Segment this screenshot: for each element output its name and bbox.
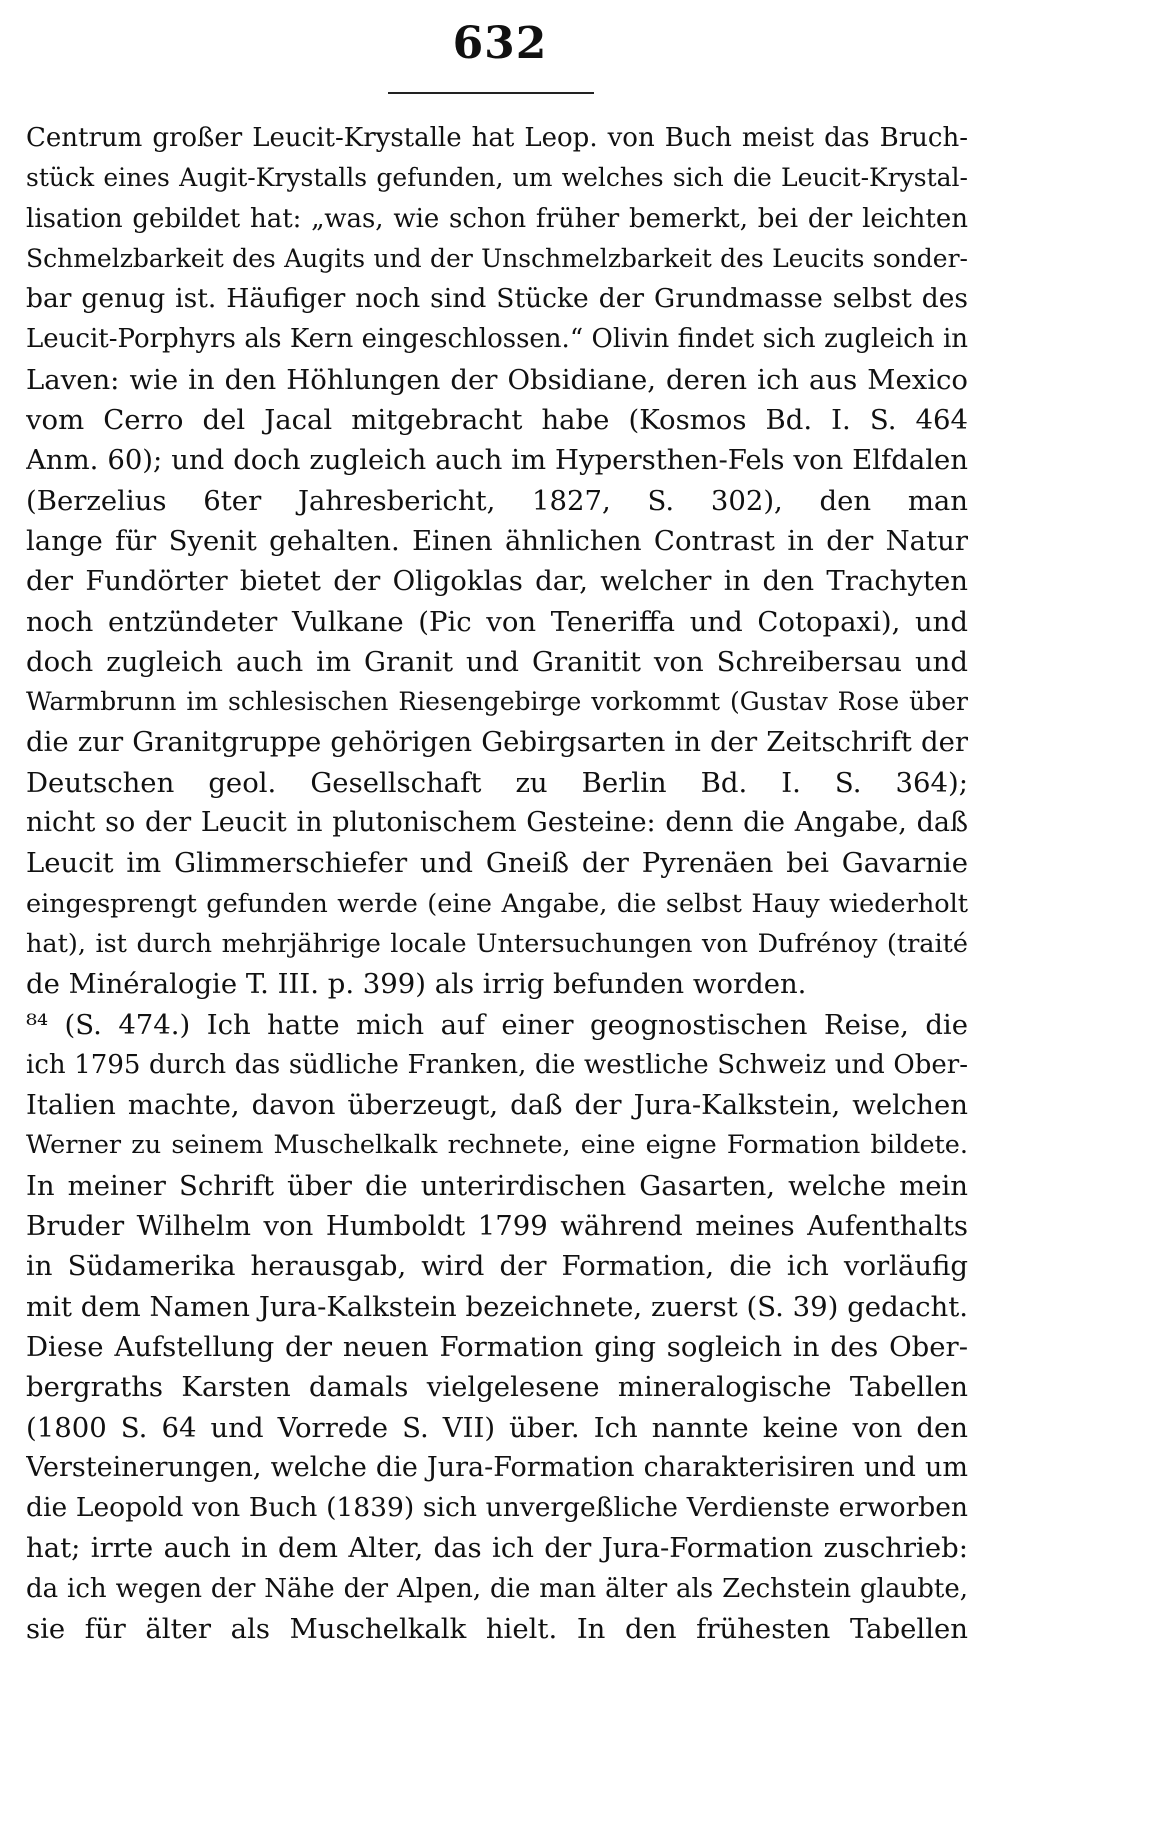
text-line: nicht so der Leucit in plutonischem Gesteine: denn die Angabe, daß [26, 807, 968, 839]
text-line: hat; irrte auch in dem Alter, das ich der Jura-Formation zuschrieb: [26, 1532, 968, 1565]
text-line: Laven: wie in den Höhlungen der Obsidiane, deren ich aus Mexico [26, 363, 968, 396]
text-line: die Leopold von Buch (1839) sich unvergeßliche Verdienste erworben [26, 1492, 968, 1524]
text-line: in Südamerika herausgab, wird der Formation, die ich vorläufig [26, 1250, 968, 1283]
text-line: (1800 S. 64 und Vorrede S. VII) über. Ich nannte keine von den [26, 1411, 968, 1444]
text-line: bergraths Karsten damals vielgelesene mineralogische Tabellen [26, 1371, 968, 1404]
text-line: hat), ist durch mehrjährige locale Untersuchungen von Dufrénoy (traité [26, 928, 968, 959]
footnote-line: ⁸⁴ (S. 474.) Ich hatte mich auf einer geognostischen Reise, die [26, 1008, 968, 1041]
text-line: Versteinerungen, welche die Jura-Formation charakterisiren und um [26, 1451, 968, 1483]
text-line: Diese Aufstellung der neuen Formation ging sogleich in des Ober- [26, 1330, 968, 1363]
text-line: Leucit-Porphyrs als Kern eingeschlossen.“ Olivin findet sich zugleich in [26, 324, 968, 355]
text-line: In meiner Schrift über die unterirdischen Gasarten, welche mein [26, 1169, 968, 1202]
text-line: die zur Granitgruppe gehörigen Gebirgsarten in der Zeitschrift der [26, 726, 968, 759]
text-line: de Minéralogie T. III. p. 399) als irrig befunden worden. [26, 968, 807, 1001]
text-line: Warmbrunn im schlesischen Riesengebirge vorkommt (Gustav Rose über [26, 687, 968, 717]
text-line: (Berzelius 6ter Jahresbericht, 1827, S. 302), den man [26, 484, 968, 517]
text-line: Werner zu seinem Muschelkalk rechnete, eine eigne Formation bildete. [26, 1130, 968, 1161]
text-line: sie für älter als Muschelkalk hielt. In den frühesten Tabellen [26, 1612, 968, 1645]
text-line: Schmelzbarkeit des Augits und der Unschmelzbarkeit des Leucits sonder- [26, 243, 968, 273]
text-line: Centrum großer Leucit-Krystalle hat Leop. von Buch meist das Bruch- [26, 123, 968, 153]
page-number: 632 [452, 18, 548, 69]
text-line: Deutschen geol. Gesellschaft zu Berlin Bd. I. S. 364); [26, 766, 968, 799]
text-line: Italien machte, davon überzeugt, daß der Jura-Kalkstein, welchen [26, 1089, 968, 1122]
text-line: eingesprengt gefunden werde (eine Angabe, die selbst Hauy wiederholt [26, 888, 968, 919]
text-line: doch zugleich auch im Granit und Granitit von Schreibersau und [26, 645, 968, 678]
text-line: lange für Syenit gehalten. Einen ähnlichen Contrast in der Natur [26, 524, 968, 557]
text-line: der Fundörter bietet der Oligoklas dar, welcher in den Trachyten [26, 565, 968, 598]
text-line: lisation gebildet hat: „was, wie schon früher bemerkt, bei der leichten [26, 203, 968, 234]
text-line: da ich wegen der Nähe der Alpen, die man älter als Zechstein glaubte, [26, 1573, 968, 1604]
text-line: Anm. 60); und doch zugleich auch im Hypersthen-Fels von Elfdalen [26, 444, 968, 477]
text-line: mit dem Namen Jura-Kalkstein bezeichnete, zuerst (S. 39) gedacht. [26, 1290, 968, 1323]
text-line: bar genug ist. Häufiger noch sind Stücke der Grundmasse selbst des [26, 283, 968, 315]
header-rule [388, 92, 594, 94]
body-text [26, 118, 968, 1649]
text-line: ich 1795 durch das südliche Franken, die westliche Schweiz und Ober- [26, 1049, 968, 1080]
text-line: vom Cerro del Jacal mitgebracht habe (Kosmos Bd. I. S. 464 [26, 404, 968, 437]
text-line: Bruder Wilhelm von Humboldt 1799 während meines Aufenthalts [26, 1210, 968, 1243]
text-line: noch entzündeter Vulkane (Pic von Teneriffa und Cotopaxi), und [26, 605, 968, 638]
text-line: stück eines Augit-Krystalls gefunden, um welches sich die Leucit-Krystal- [26, 163, 968, 193]
text-line: Leucit im Glimmerschiefer und Gneiß der Pyrenäen bei Gavarnie [26, 847, 968, 880]
